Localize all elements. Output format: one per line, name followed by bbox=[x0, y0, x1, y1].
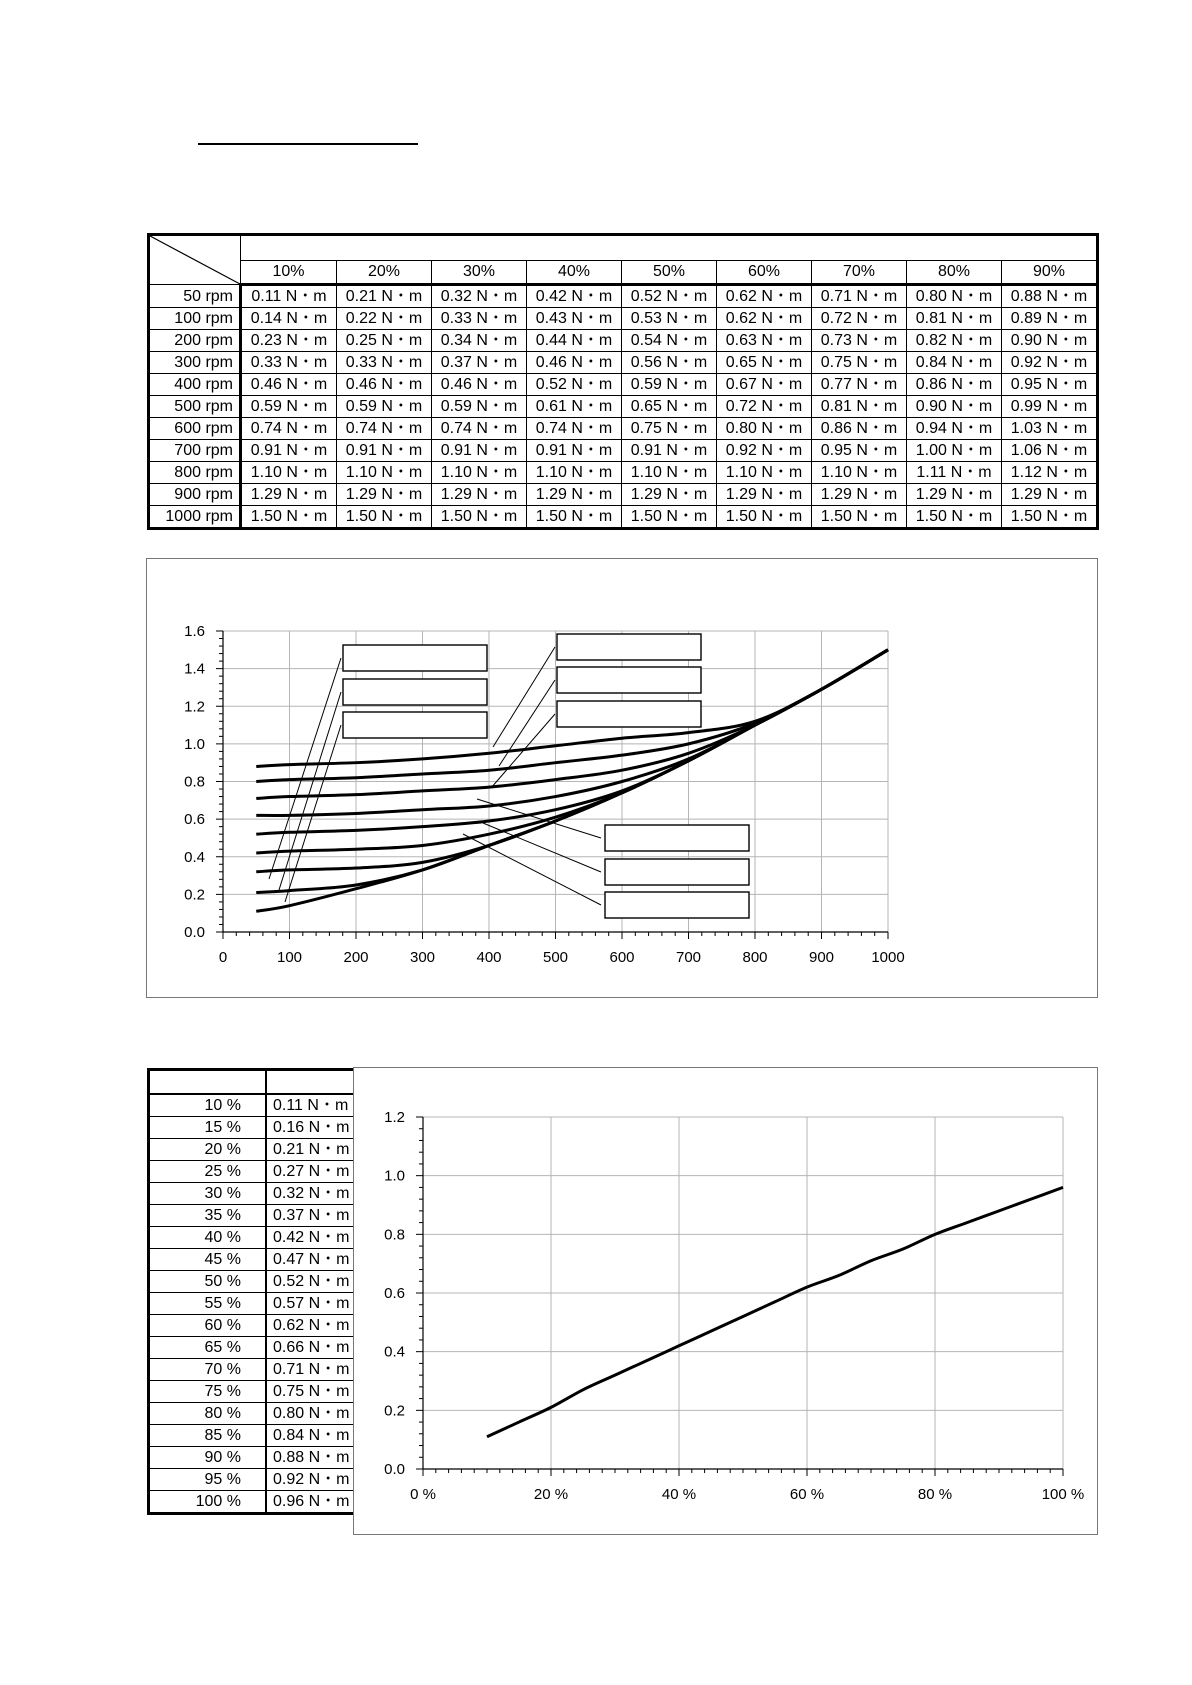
duty-cell: 30 % bbox=[149, 1183, 267, 1205]
callout-leader-line bbox=[269, 658, 341, 879]
torque-value-cell: 1.29 N・m bbox=[527, 484, 622, 506]
duty-header-cell bbox=[149, 1070, 267, 1095]
duty-cell: 50 % bbox=[149, 1271, 267, 1293]
table-row bbox=[149, 1359, 364, 1381]
duty-cell: 100 % bbox=[149, 1491, 267, 1514]
table-row bbox=[149, 330, 1098, 352]
torque-value-cell: 0.22 N・m bbox=[337, 308, 432, 330]
torque-value-cell: 0.52 N・m bbox=[622, 285, 717, 308]
torque-value-cell: 0.77 N・m bbox=[812, 374, 907, 396]
torque-cell: 0.27 N・m bbox=[266, 1161, 364, 1183]
torque-value-cell: 0.74 N・m bbox=[337, 418, 432, 440]
x-tick-label: 0 % bbox=[410, 1486, 436, 1503]
torque-value-cell: 0.72 N・m bbox=[812, 308, 907, 330]
column-header-50pct: 50% bbox=[622, 260, 717, 284]
duty-cell: 40 % bbox=[149, 1227, 267, 1249]
table-row bbox=[149, 1139, 364, 1161]
torque-value-cell: 0.23 N・m bbox=[241, 330, 337, 352]
duty-cell: 95 % bbox=[149, 1469, 267, 1491]
torque-value-cell: 0.59 N・m bbox=[432, 396, 527, 418]
duty-cell: 80 % bbox=[149, 1403, 267, 1425]
table-row bbox=[149, 1205, 364, 1227]
torque-value-cell: 0.91 N・m bbox=[241, 440, 337, 462]
torque-value-cell: 0.91 N・m bbox=[622, 440, 717, 462]
torque-value-cell: 1.29 N・m bbox=[907, 484, 1002, 506]
torque-value-cell: 0.33 N・m bbox=[241, 352, 337, 374]
torque-cell: 0.88 N・m bbox=[266, 1447, 364, 1469]
column-header-90pct: 90% bbox=[1002, 260, 1098, 284]
table-row bbox=[149, 1117, 364, 1139]
table-row bbox=[149, 440, 1098, 462]
torque-value-cell: 1.29 N・m bbox=[432, 484, 527, 506]
x-tick-label: 100 bbox=[276, 949, 303, 966]
torque-value-cell: 0.86 N・m bbox=[812, 418, 907, 440]
callout-label-box bbox=[605, 859, 749, 885]
y-tick-label: 0.8 bbox=[184, 773, 205, 791]
duty-cell: 55 % bbox=[149, 1293, 267, 1315]
callout-label-box bbox=[343, 645, 487, 671]
torque-value-cell: 1.10 N・m bbox=[622, 462, 717, 484]
table-row bbox=[149, 1425, 364, 1447]
torque-value-cell: 0.91 N・m bbox=[337, 440, 432, 462]
duty-cell: 15 % bbox=[149, 1117, 267, 1139]
x-tick-label: 1000 bbox=[871, 949, 905, 966]
x-tick-label: 60 % bbox=[789, 1486, 825, 1503]
torque-value-cell: 0.63 N・m bbox=[717, 330, 812, 352]
duty-cell: 35 % bbox=[149, 1205, 267, 1227]
rpm-label-cell: 200 rpm bbox=[149, 330, 241, 352]
duty-cell: 70 % bbox=[149, 1359, 267, 1381]
torque-cell: 0.96 N・m bbox=[266, 1491, 364, 1514]
table-row bbox=[149, 1249, 364, 1271]
y-tick-label: 0.4 bbox=[184, 848, 205, 866]
x-tick-label: 200 bbox=[343, 949, 369, 966]
torque-value-cell: 0.91 N・m bbox=[527, 440, 622, 462]
torque-duty-chart-svg bbox=[354, 1068, 1097, 1534]
column-header-40pct: 40% bbox=[527, 260, 622, 284]
torque-value-cell: 0.92 N・m bbox=[1002, 352, 1098, 374]
callout-label-box bbox=[605, 892, 749, 918]
torque-cell: 0.75 N・m bbox=[266, 1381, 364, 1403]
torque-cell: 0.84 N・m bbox=[266, 1425, 364, 1447]
torque-cell: 0.37 N・m bbox=[266, 1205, 364, 1227]
table-row bbox=[149, 1381, 364, 1403]
torque-value-cell: 0.90 N・m bbox=[907, 396, 1002, 418]
table-row bbox=[149, 1183, 364, 1205]
torque-value-cell: 0.95 N・m bbox=[1002, 374, 1098, 396]
torque-value-cell: 0.73 N・m bbox=[812, 330, 907, 352]
duty-cell: 20 % bbox=[149, 1139, 267, 1161]
torque-value-cell: 0.46 N・m bbox=[527, 352, 622, 374]
torque-duty-chart bbox=[353, 1067, 1098, 1535]
torque-value-cell: 0.88 N・m bbox=[1002, 285, 1098, 308]
callout-label-box bbox=[605, 825, 749, 851]
column-header-10pct: 10% bbox=[241, 260, 337, 284]
column-header-20pct: 20% bbox=[337, 260, 432, 284]
torque-value-cell: 0.59 N・m bbox=[337, 396, 432, 418]
y-tick-label: 0.0 bbox=[384, 1461, 405, 1478]
table-row bbox=[149, 1315, 364, 1337]
rpm-label-cell: 50 rpm bbox=[149, 285, 241, 308]
x-tick-label: 400 bbox=[476, 949, 502, 966]
table-row bbox=[149, 484, 1098, 506]
x-tick-label: 0 bbox=[218, 949, 228, 966]
torque-value-cell: 0.65 N・m bbox=[717, 352, 812, 374]
x-tick-label: 500 bbox=[542, 949, 569, 966]
duty-torque-table bbox=[147, 1068, 365, 1515]
torque-value-cell: 1.10 N・m bbox=[241, 462, 337, 484]
torque-value-cell: 0.56 N・m bbox=[622, 352, 717, 374]
x-tick-label: 100 % bbox=[1041, 1486, 1085, 1503]
torque-speed-chart-svg bbox=[147, 559, 1097, 997]
y-tick-label: 0.0 bbox=[184, 924, 205, 941]
torque-value-cell: 1.29 N・m bbox=[337, 484, 432, 506]
torque-cell: 0.92 N・m bbox=[266, 1469, 364, 1491]
y-tick-label: 0.4 bbox=[384, 1343, 405, 1361]
torque-header-cell bbox=[266, 1070, 364, 1095]
rpm-label-cell: 500 rpm bbox=[149, 396, 241, 418]
torque-value-cell: 0.34 N・m bbox=[432, 330, 527, 352]
torque-cell: 0.11 N・m bbox=[266, 1094, 364, 1117]
torque-cell: 0.47 N・m bbox=[266, 1249, 364, 1271]
torque-value-cell: 1.03 N・m bbox=[1002, 418, 1098, 440]
torque-cell: 0.42 N・m bbox=[266, 1227, 364, 1249]
torque-cell: 0.32 N・m bbox=[266, 1183, 364, 1205]
duty-cell: 75 % bbox=[149, 1381, 267, 1403]
torque-value-cell: 0.11 N・m bbox=[241, 285, 337, 308]
table-row bbox=[149, 462, 1098, 484]
x-tick-label: 300 bbox=[409, 949, 436, 966]
torque-value-cell: 0.91 N・m bbox=[432, 440, 527, 462]
x-tick-label: 20 % bbox=[533, 1486, 569, 1503]
torque-value-cell: 1.10 N・m bbox=[527, 462, 622, 484]
callout-label-box bbox=[557, 701, 701, 727]
torque-value-cell: 1.12 N・m bbox=[1002, 462, 1098, 484]
y-tick-label: 0.6 bbox=[184, 811, 205, 829]
callout-label-box bbox=[343, 679, 487, 705]
torque-value-cell: 1.29 N・m bbox=[622, 484, 717, 506]
torque-value-cell: 0.95 N・m bbox=[812, 440, 907, 462]
torque-value-cell: 0.25 N・m bbox=[337, 330, 432, 352]
torque-value-cell: 0.59 N・m bbox=[241, 396, 337, 418]
y-tick-label: 1.2 bbox=[384, 1109, 405, 1126]
torque-value-cell: 0.99 N・m bbox=[1002, 396, 1098, 418]
torque-value-cell: 0.65 N・m bbox=[622, 396, 717, 418]
table-corner-cell bbox=[149, 235, 241, 285]
torque-value-cell: 0.90 N・m bbox=[1002, 330, 1098, 352]
torque-value-cell: 0.71 N・m bbox=[812, 285, 907, 308]
torque-value-cell: 0.59 N・m bbox=[622, 374, 717, 396]
torque-value-cell: 0.81 N・m bbox=[907, 308, 1002, 330]
y-tick-label: 1.2 bbox=[184, 698, 205, 716]
torque-value-cell: 1.29 N・m bbox=[717, 484, 812, 506]
table-row bbox=[149, 1491, 364, 1514]
torque-value-cell: 0.43 N・m bbox=[527, 308, 622, 330]
torque-value-cell: 1.10 N・m bbox=[717, 462, 812, 484]
torque-value-cell: 1.06 N・m bbox=[1002, 440, 1098, 462]
torque-cell: 0.52 N・m bbox=[266, 1271, 364, 1293]
torque-table-body bbox=[149, 235, 1098, 529]
torque-value-cell: 0.14 N・m bbox=[241, 308, 337, 330]
rpm-label-cell: 400 rpm bbox=[149, 374, 241, 396]
torque-cell: 0.21 N・m bbox=[266, 1139, 364, 1161]
torque-value-cell: 0.32 N・m bbox=[432, 285, 527, 308]
table-row bbox=[149, 1447, 364, 1469]
torque-value-cell: 1.50 N・m bbox=[527, 506, 622, 529]
torque-value-cell: 0.82 N・m bbox=[907, 330, 1002, 352]
torque-value-cell: 1.50 N・m bbox=[812, 506, 907, 529]
table-row bbox=[149, 1337, 364, 1359]
rpm-label-cell: 700 rpm bbox=[149, 440, 241, 462]
torque-value-cell: 0.67 N・m bbox=[717, 374, 812, 396]
x-tick-label: 80 % bbox=[917, 1486, 953, 1503]
torque-value-cell: 0.61 N・m bbox=[527, 396, 622, 418]
table-row bbox=[149, 1469, 364, 1491]
torque-value-cell: 1.29 N・m bbox=[1002, 484, 1098, 506]
torque-value-cell: 0.81 N・m bbox=[812, 396, 907, 418]
torque-speed-chart bbox=[146, 558, 1098, 998]
torque-value-cell: 0.46 N・m bbox=[337, 374, 432, 396]
rpm-label-cell: 100 rpm bbox=[149, 308, 241, 330]
duty-cell: 60 % bbox=[149, 1315, 267, 1337]
duty-cell: 85 % bbox=[149, 1425, 267, 1447]
torque-value-cell: 0.33 N・m bbox=[337, 352, 432, 374]
torque-value-cell: 0.62 N・m bbox=[717, 285, 812, 308]
torque-value-cell: 0.21 N・m bbox=[337, 285, 432, 308]
y-tick-label: 0.6 bbox=[384, 1285, 405, 1302]
corner-diagonal bbox=[150, 236, 240, 284]
x-tick-label: 40 % bbox=[661, 1486, 697, 1503]
table-row bbox=[149, 396, 1098, 418]
table-header-group-row bbox=[149, 235, 1098, 261]
torque-value-cell: 1.50 N・m bbox=[622, 506, 717, 529]
torque-table bbox=[147, 233, 1099, 530]
duty-cell: 25 % bbox=[149, 1161, 267, 1183]
y-tick-label: 1.0 bbox=[384, 1167, 405, 1185]
table-row bbox=[149, 1271, 364, 1293]
x-tick-label: 700 bbox=[675, 949, 702, 966]
rpm-label-cell: 800 rpm bbox=[149, 462, 241, 484]
torque-cell: 0.66 N・m bbox=[266, 1337, 364, 1359]
torque-value-cell: 0.74 N・m bbox=[527, 418, 622, 440]
duty-cell: 65 % bbox=[149, 1337, 267, 1359]
torque-value-cell: 0.74 N・m bbox=[241, 418, 337, 440]
torque-value-cell: 1.50 N・m bbox=[717, 506, 812, 529]
rpm-label-cell: 900 rpm bbox=[149, 484, 241, 506]
torque-value-cell: 0.94 N・m bbox=[907, 418, 1002, 440]
table-header-span bbox=[241, 235, 1098, 261]
torque-value-cell: 0.86 N・m bbox=[907, 374, 1002, 396]
torque-value-cell: 0.53 N・m bbox=[622, 308, 717, 330]
torque-value-cell: 0.44 N・m bbox=[527, 330, 622, 352]
callout-leader-line bbox=[493, 647, 555, 747]
series-line bbox=[487, 1187, 1063, 1436]
table-row bbox=[149, 1227, 364, 1249]
duty-cell: 90 % bbox=[149, 1447, 267, 1469]
callout-label-box bbox=[343, 712, 487, 738]
torque-value-cell: 1.50 N・m bbox=[241, 506, 337, 529]
table-row bbox=[149, 1161, 364, 1183]
torque-value-cell: 1.50 N・m bbox=[337, 506, 432, 529]
torque-value-cell: 0.62 N・m bbox=[717, 308, 812, 330]
torque-value-cell: 0.89 N・m bbox=[1002, 308, 1098, 330]
table-row bbox=[149, 374, 1098, 396]
torque-value-cell: 0.37 N・m bbox=[432, 352, 527, 374]
torque-value-cell: 1.50 N・m bbox=[432, 506, 527, 529]
torque-value-cell: 0.42 N・m bbox=[527, 285, 622, 308]
torque-value-cell: 1.50 N・m bbox=[1002, 506, 1098, 529]
table-row bbox=[149, 1094, 364, 1117]
torque-value-cell: 1.11 N・m bbox=[907, 462, 1002, 484]
title-underline bbox=[198, 143, 418, 145]
duty-table-header-row bbox=[149, 1070, 364, 1095]
torque-value-cell: 0.72 N・m bbox=[717, 396, 812, 418]
torque-cell: 0.57 N・m bbox=[266, 1293, 364, 1315]
torque-cell: 0.16 N・m bbox=[266, 1117, 364, 1139]
rpm-label-cell: 300 rpm bbox=[149, 352, 241, 374]
table-row bbox=[149, 1293, 364, 1315]
table-column-header-row bbox=[149, 260, 1098, 284]
duty-cell: 45 % bbox=[149, 1249, 267, 1271]
callout-label-box bbox=[557, 634, 701, 660]
torque-value-cell: 1.50 N・m bbox=[907, 506, 1002, 529]
torque-value-cell: 0.54 N・m bbox=[622, 330, 717, 352]
torque-value-cell: 0.80 N・m bbox=[717, 418, 812, 440]
column-header-70pct: 70% bbox=[812, 260, 907, 284]
column-header-30pct: 30% bbox=[432, 260, 527, 284]
torque-value-cell: 1.00 N・m bbox=[907, 440, 1002, 462]
torque-value-cell: 1.10 N・m bbox=[337, 462, 432, 484]
torque-value-cell: 1.10 N・m bbox=[432, 462, 527, 484]
torque-cell: 0.71 N・m bbox=[266, 1359, 364, 1381]
torque-value-cell: 0.74 N・m bbox=[432, 418, 527, 440]
torque-value-cell: 0.92 N・m bbox=[717, 440, 812, 462]
table-row bbox=[149, 352, 1098, 374]
duty-cell: 10 % bbox=[149, 1094, 267, 1117]
table-row bbox=[149, 1403, 364, 1425]
y-tick-label: 1.6 bbox=[184, 623, 205, 640]
torque-value-cell: 0.52 N・m bbox=[527, 374, 622, 396]
column-header-60pct: 60% bbox=[717, 260, 812, 284]
torque-value-cell: 0.75 N・m bbox=[622, 418, 717, 440]
x-tick-label: 600 bbox=[609, 949, 635, 966]
column-header-80pct: 80% bbox=[907, 260, 1002, 284]
torque-value-cell: 0.84 N・m bbox=[907, 352, 1002, 374]
table-row bbox=[149, 285, 1098, 308]
table-row bbox=[149, 418, 1098, 440]
torque-value-cell: 1.10 N・m bbox=[812, 462, 907, 484]
y-tick-label: 1.4 bbox=[184, 660, 205, 678]
callout-leader-line bbox=[279, 692, 341, 890]
table-row bbox=[149, 308, 1098, 330]
rpm-label-cell: 1000 rpm bbox=[149, 506, 241, 529]
torque-cell: 0.62 N・m bbox=[266, 1315, 364, 1337]
torque-value-cell: 0.46 N・m bbox=[241, 374, 337, 396]
y-tick-label: 0.8 bbox=[384, 1226, 405, 1244]
torque-value-cell: 1.29 N・m bbox=[241, 484, 337, 506]
torque-value-cell: 1.29 N・m bbox=[812, 484, 907, 506]
callout-label-box bbox=[557, 667, 701, 693]
y-tick-label: 0.2 bbox=[384, 1402, 405, 1420]
torque-cell: 0.80 N・m bbox=[266, 1403, 364, 1425]
y-tick-label: 1.0 bbox=[184, 735, 205, 753]
torque-value-cell: 0.80 N・m bbox=[907, 285, 1002, 308]
torque-value-cell: 0.46 N・m bbox=[432, 374, 527, 396]
rpm-label-cell: 600 rpm bbox=[149, 418, 241, 440]
callout-leader-line bbox=[483, 823, 601, 872]
torque-value-cell: 0.33 N・m bbox=[432, 308, 527, 330]
y-tick-label: 0.2 bbox=[184, 886, 205, 904]
torque-value-cell: 0.75 N・m bbox=[812, 352, 907, 374]
x-tick-label: 800 bbox=[742, 949, 768, 966]
table-row bbox=[149, 506, 1098, 529]
duty-torque-table-body bbox=[149, 1070, 364, 1514]
x-tick-label: 900 bbox=[808, 949, 835, 966]
